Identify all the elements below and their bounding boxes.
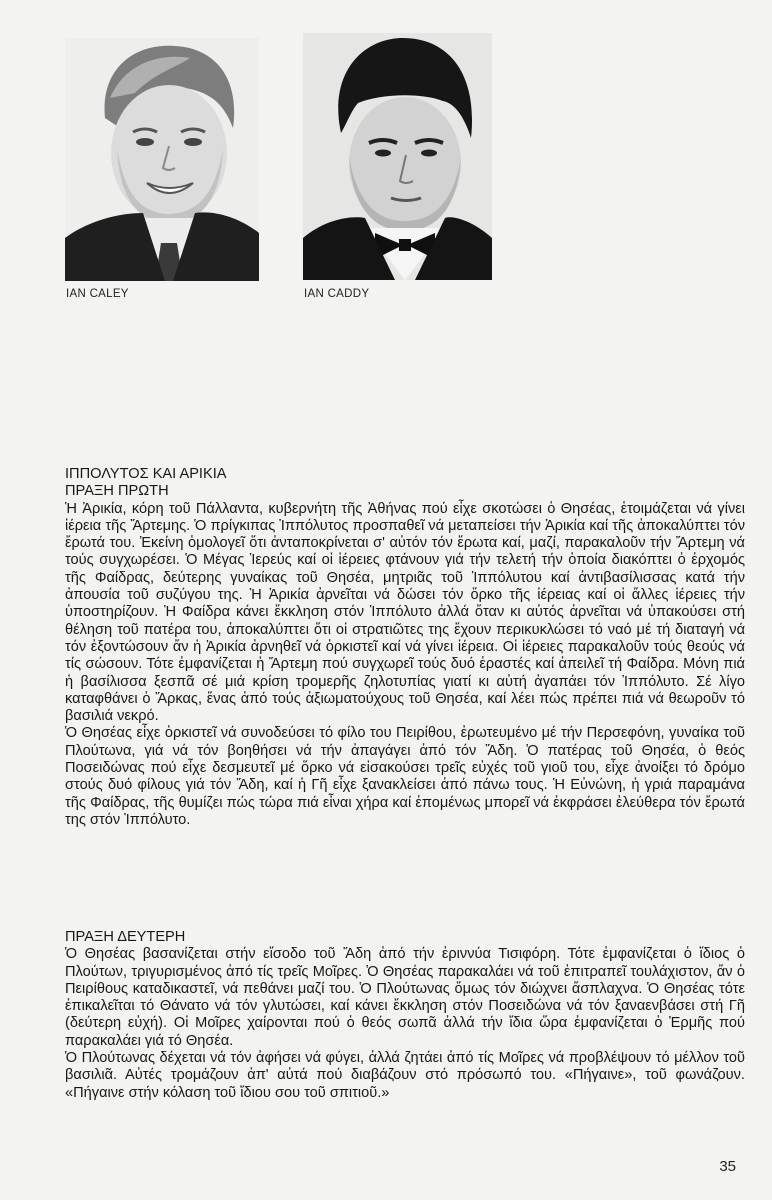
paragraph: Ὁ Θησέας εἶχε ὁρκιστεῖ νά συνοδεύσει τό φίλο του Πειρίθου, ἐρωτευμένο μέ τήν Περσεφόνη, γυναίκα τοῦ Πλούτωνα, γιά νά τόν βοηθήσει νά τήν ἀπαγάγει ἀπό τόν Ἄδη. Ὁ πατέρας τοῦ Θησέα, ὁ θεός Ποσειδώνας πού εἶχε δεσμευτεῖ μέ ὅρκο νά εἰσακούσει τρεῖς εὐχές τοῦ γιοῦ του, εἶχε ἀνοίξει τό δρόμο στούς δυό φίλους γιά τόν Ἄδη, καί ἡ Γῆ εἶχε ξανακλείσει ἀπό πάνω τους. Ἡ Εὐνώνη, ἡ γριά παραμάνα τῆς Φαίδρας, τῆς θυμίζει πώς τώρα πιά εἶναι χήρα καί ἑπομένως μπορεῖ νά ἐκφράσει ἐλεύθερα τόν ἔρωτά της στόν Ἱππόλυτο.: [65, 725, 745, 828]
portrait-photo-ian-caley: [65, 38, 259, 281]
article-title: ΙΠΠΟΛΥΤΟΣ ΚΑΙ ΑΡΙΚΙΑ: [65, 466, 227, 482]
act-heading: ΠΡΑΞΗ ΔΕΥΤΕΡΗ: [65, 929, 186, 945]
paragraph: Ὁ Θησέας βασανίζεται στήν εἴσοδο τοῦ Ἄδη ἀπό τήν ἐριννύα Τισιφόρη. Τότε ἐμφανίζεται ὁ ἴδιος ὁ Πλούτων, τριγυρισμένος ἀπό τίς τρεῖς Μοῖρες. Ὁ Θησέας παρακαλάει νά τοῦ ἐπιτραπεῖ τουλάχιστον, ἄν ὁ Πειρίθους καταδικαστεῖ, νά πεθάνει μαζί του. Ὁ Πλούτωνας ὅμως τόν διώχνει ἄσπλαχνα. Ὁ Θησέας τότε ἐπικαλεῖται τό Θάνατο νά τόν γλυτώσει, καί κάνει ἔκκληση στόν Ποσειδώνα νά τόν ξαναενβάσει στή Γῆ (δεύτερη εὐχή). Οἱ Μοῖρες χαίρονται πού ὁ θεός σωπᾶ ἀλλά τήν ἴδια ὥρα ἐμφανίζεται ὁ Ἑρμῆς πού παρακαλάει γιά τό Θησέα.: [65, 946, 745, 1049]
page-number: 35: [719, 1158, 736, 1175]
photo-caption: IAN CALEY: [66, 288, 129, 300]
paragraph: Ὁ Πλούτωνας δέχεται νά τόν ἀφήσει νά φύγει, ἀλλά ζητάει ἀπό τίς Μοῖρες νά προβλέψουν τό μέλλον τοῦ βασιλιᾶ. Αὐτές τρομάζουν ἀπ' αὐτά πού διαβάζουν στό πρόσωπό του. «Πήγαινε», τοῦ φωνάζουν. «Πήγαινε στήν κόλαση τοῦ ἴδιου σου τοῦ σπιτιοῦ.»: [65, 1050, 745, 1101]
synopsis-act-one: [65, 466, 745, 829]
portrait-photo-ian-caddy: [303, 33, 492, 280]
synopsis-act-two: [65, 929, 745, 1102]
act-heading: ΠΡΑΞΗ ΠΡΩΤΗ: [65, 483, 169, 500]
paragraph: Ἡ Ἀρικία, κόρη τοῦ Πάλλαντα, κυβερνήτη τῆς Ἀθήνας πού εἶχε σκοτώσει ὁ Θησέας, ἑτοιμάζεται νά γίνει ἱέρεια τῆς Ἄρτεμης. Ὁ πρίγκιπας Ἱππόλυτος προσπαθεῖ νά μεταπείσει τήν Ἀρικία καί τῆς ἀποκαλύπτει τόν ἔρωτά του. Ἐκείνη ὁμολογεῖ ὅτι ἀνταποκρίνεται σ' αὐτόν τόν ἔρωτα καί, μαζί, παρακαλοῦν τήν Ἄρτεμη νά τούς συγχωρέσει. Ὁ Μέγας Ἱερεύς καί οἱ ἱέρειες φτάνουν γιά τήν τελετή τήν ὁποία διακόπτει ὁ ἐρχομός τῆς Φαίδρας, δεύτερης γυναίκας τοῦ Θησέα, μητριᾶς τοῦ Ἱππόλυτου καί ἀντιβασίλισσας κατά τήν ἀπουσία τοῦ συζύγου της. Ἡ Ἀρικία ἀρνεῖται νά δώσει τόν ὅρκο τῆς ἱέρειας καί οἱ ἄλλες ἱέρειες τήν ὑποστηρίζουν. Ἡ Φαίδρα κάνει ἔκκληση στόν Ἱππόλυτο ἀλλά ὅταν κι αὐτός ἀρνεῖται νά ὑπακούσει στή θέληση τοῦ πατέρα του, ἀποκαλύπτει ὅτι οἱ στρατιῶτες της ἔχουν περικυκλώσει τό ναό μέ τή διαταγή νά τόν ἐξοντώσουν ἄν ἡ Ἀρικία ἀρνηθεῖ νά ὁρκιστεῖ καί νά γίνει ἱέρεια. Οἱ ἱέρειες παρακαλοῦν τούς θεούς νά τίς σώσουν. Τότε ἐμφανίζεται ἡ Ἄρτεμη πού συγχωρεῖ τούς δυό ἐραστές καί ἀπειλεῖ τή Φαίδρα. Μόνη πιά ἡ βασίλισσα ξεσπᾶ σέ μιά κρίση τρομερῆς ζηλοτυπίας γιατί κι αὐτή ἀγαπάει τόν Ἱππόλυτο. Σέ λίγο καταφθάνει ὁ Ἄρκας, ἕνας ἀπό τούς ἀξιωματούχους τοῦ Θησέα, καί λέει πώς πρέπει πιά νά θεωροῦν τό βασιλιά νεκρό.: [65, 500, 745, 725]
photo-caption: IAN CADDY: [304, 288, 370, 300]
